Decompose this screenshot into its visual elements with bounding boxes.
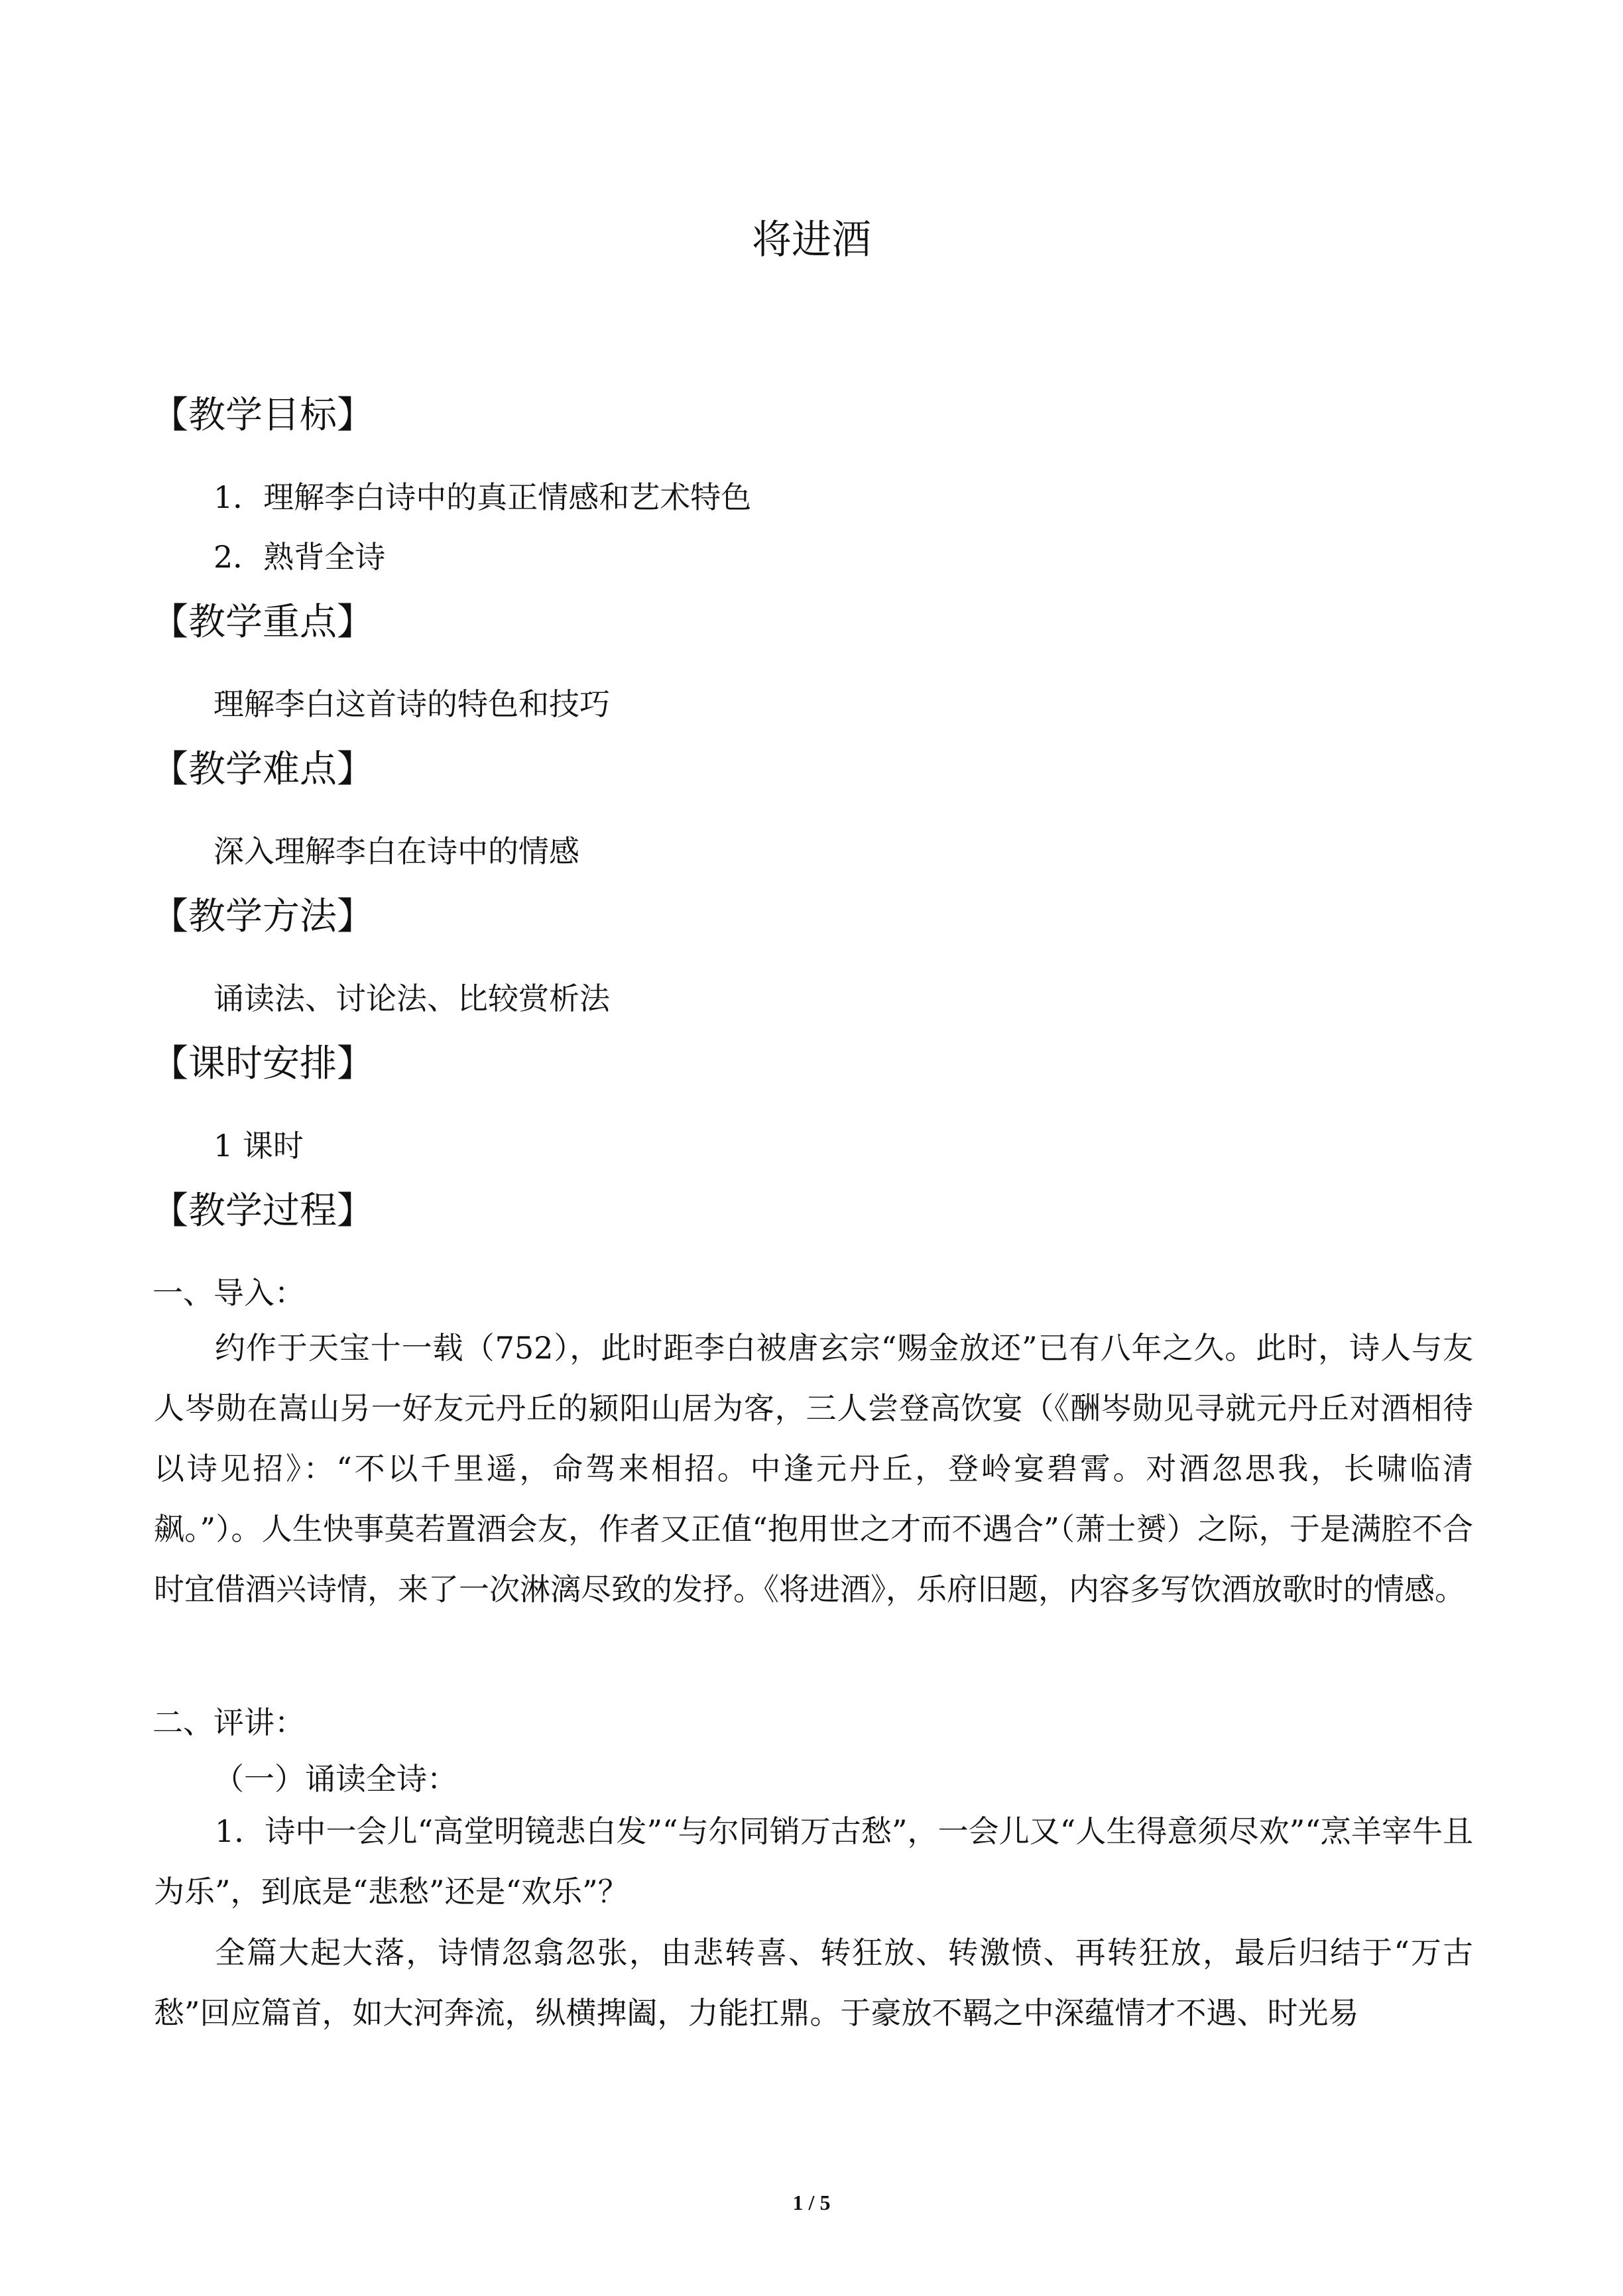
key-points-heading: 【教学重点】 xyxy=(151,601,374,644)
answer-paragraph: 全篇大起大落，诗情忽翕忽张，由悲转喜、转狂放、转激愤、再转狂放，最后归结于“万古愁”回应篇首，如大河奔流，纵横捭阖，力能扛鼎。于豪放不羁之中深蕴情才不遇、时光易 xyxy=(154,1935,1473,2031)
intro-heading: 一、导入： xyxy=(152,1275,305,1311)
page-number: 1 / 5 xyxy=(792,2191,831,2214)
schedule-heading: 【课时安排】 xyxy=(151,1042,374,1085)
question-paragraph: 1．诗中一会儿“高堂明镜悲白发”“与尔同销万古愁”，一会儿又“人生得意须尽欢”“烹羊宰牛且为乐”，到底是“悲愁”还是“欢乐”？ xyxy=(154,1813,1473,1909)
schedule-text: 1 课时 xyxy=(213,1128,304,1164)
commentary-sub-heading: （一）诵读全诗： xyxy=(213,1761,457,1797)
objectives-heading: 【教学目标】 xyxy=(151,394,374,437)
methods-text: 诵读法、讨论法、比较赏析法 xyxy=(213,981,610,1016)
page-title: 将进酒 xyxy=(752,217,871,263)
key-points-text: 理解李白这首诗的特色和技巧 xyxy=(213,686,610,722)
difficulties-text: 深入理解李白在诗中的情感 xyxy=(213,833,579,869)
process-heading: 【教学过程】 xyxy=(151,1189,374,1233)
intro-paragraph: 约作于天宝十一载（752），此时距李白被唐玄宗“赐金放还”已有八年之久。此时，诗人与友人岑勋在嵩山另一好友元丹丘的颍阳山居为客，三人尝登高饮宴（《酬岑勋见寻就元丹丘对酒相待以诗见招》：“不以千里遥，命驾来相招。中逢元丹丘，登岭宴碧霄。对酒忽思我，长啸临清飙。”）。人生快事莫若置酒会友，作者又正值“抱用世之才而不遇合”（萧士赟）之际，于是满腔不合时宜借酒兴诗情，来了一次淋漓尽致的发抒。《将进酒》，乐府旧题，内容多写饮酒放歌时的情感。 xyxy=(154,1330,1473,1607)
objective-item-1: 1．理解李白诗中的真正情感和艺术特色 xyxy=(213,479,752,515)
objective-item-2: 2．熟背全诗 xyxy=(213,539,386,575)
commentary-heading: 二、评讲： xyxy=(152,1705,305,1740)
difficulties-heading: 【教学难点】 xyxy=(151,748,374,791)
methods-heading: 【教学方法】 xyxy=(151,895,374,938)
